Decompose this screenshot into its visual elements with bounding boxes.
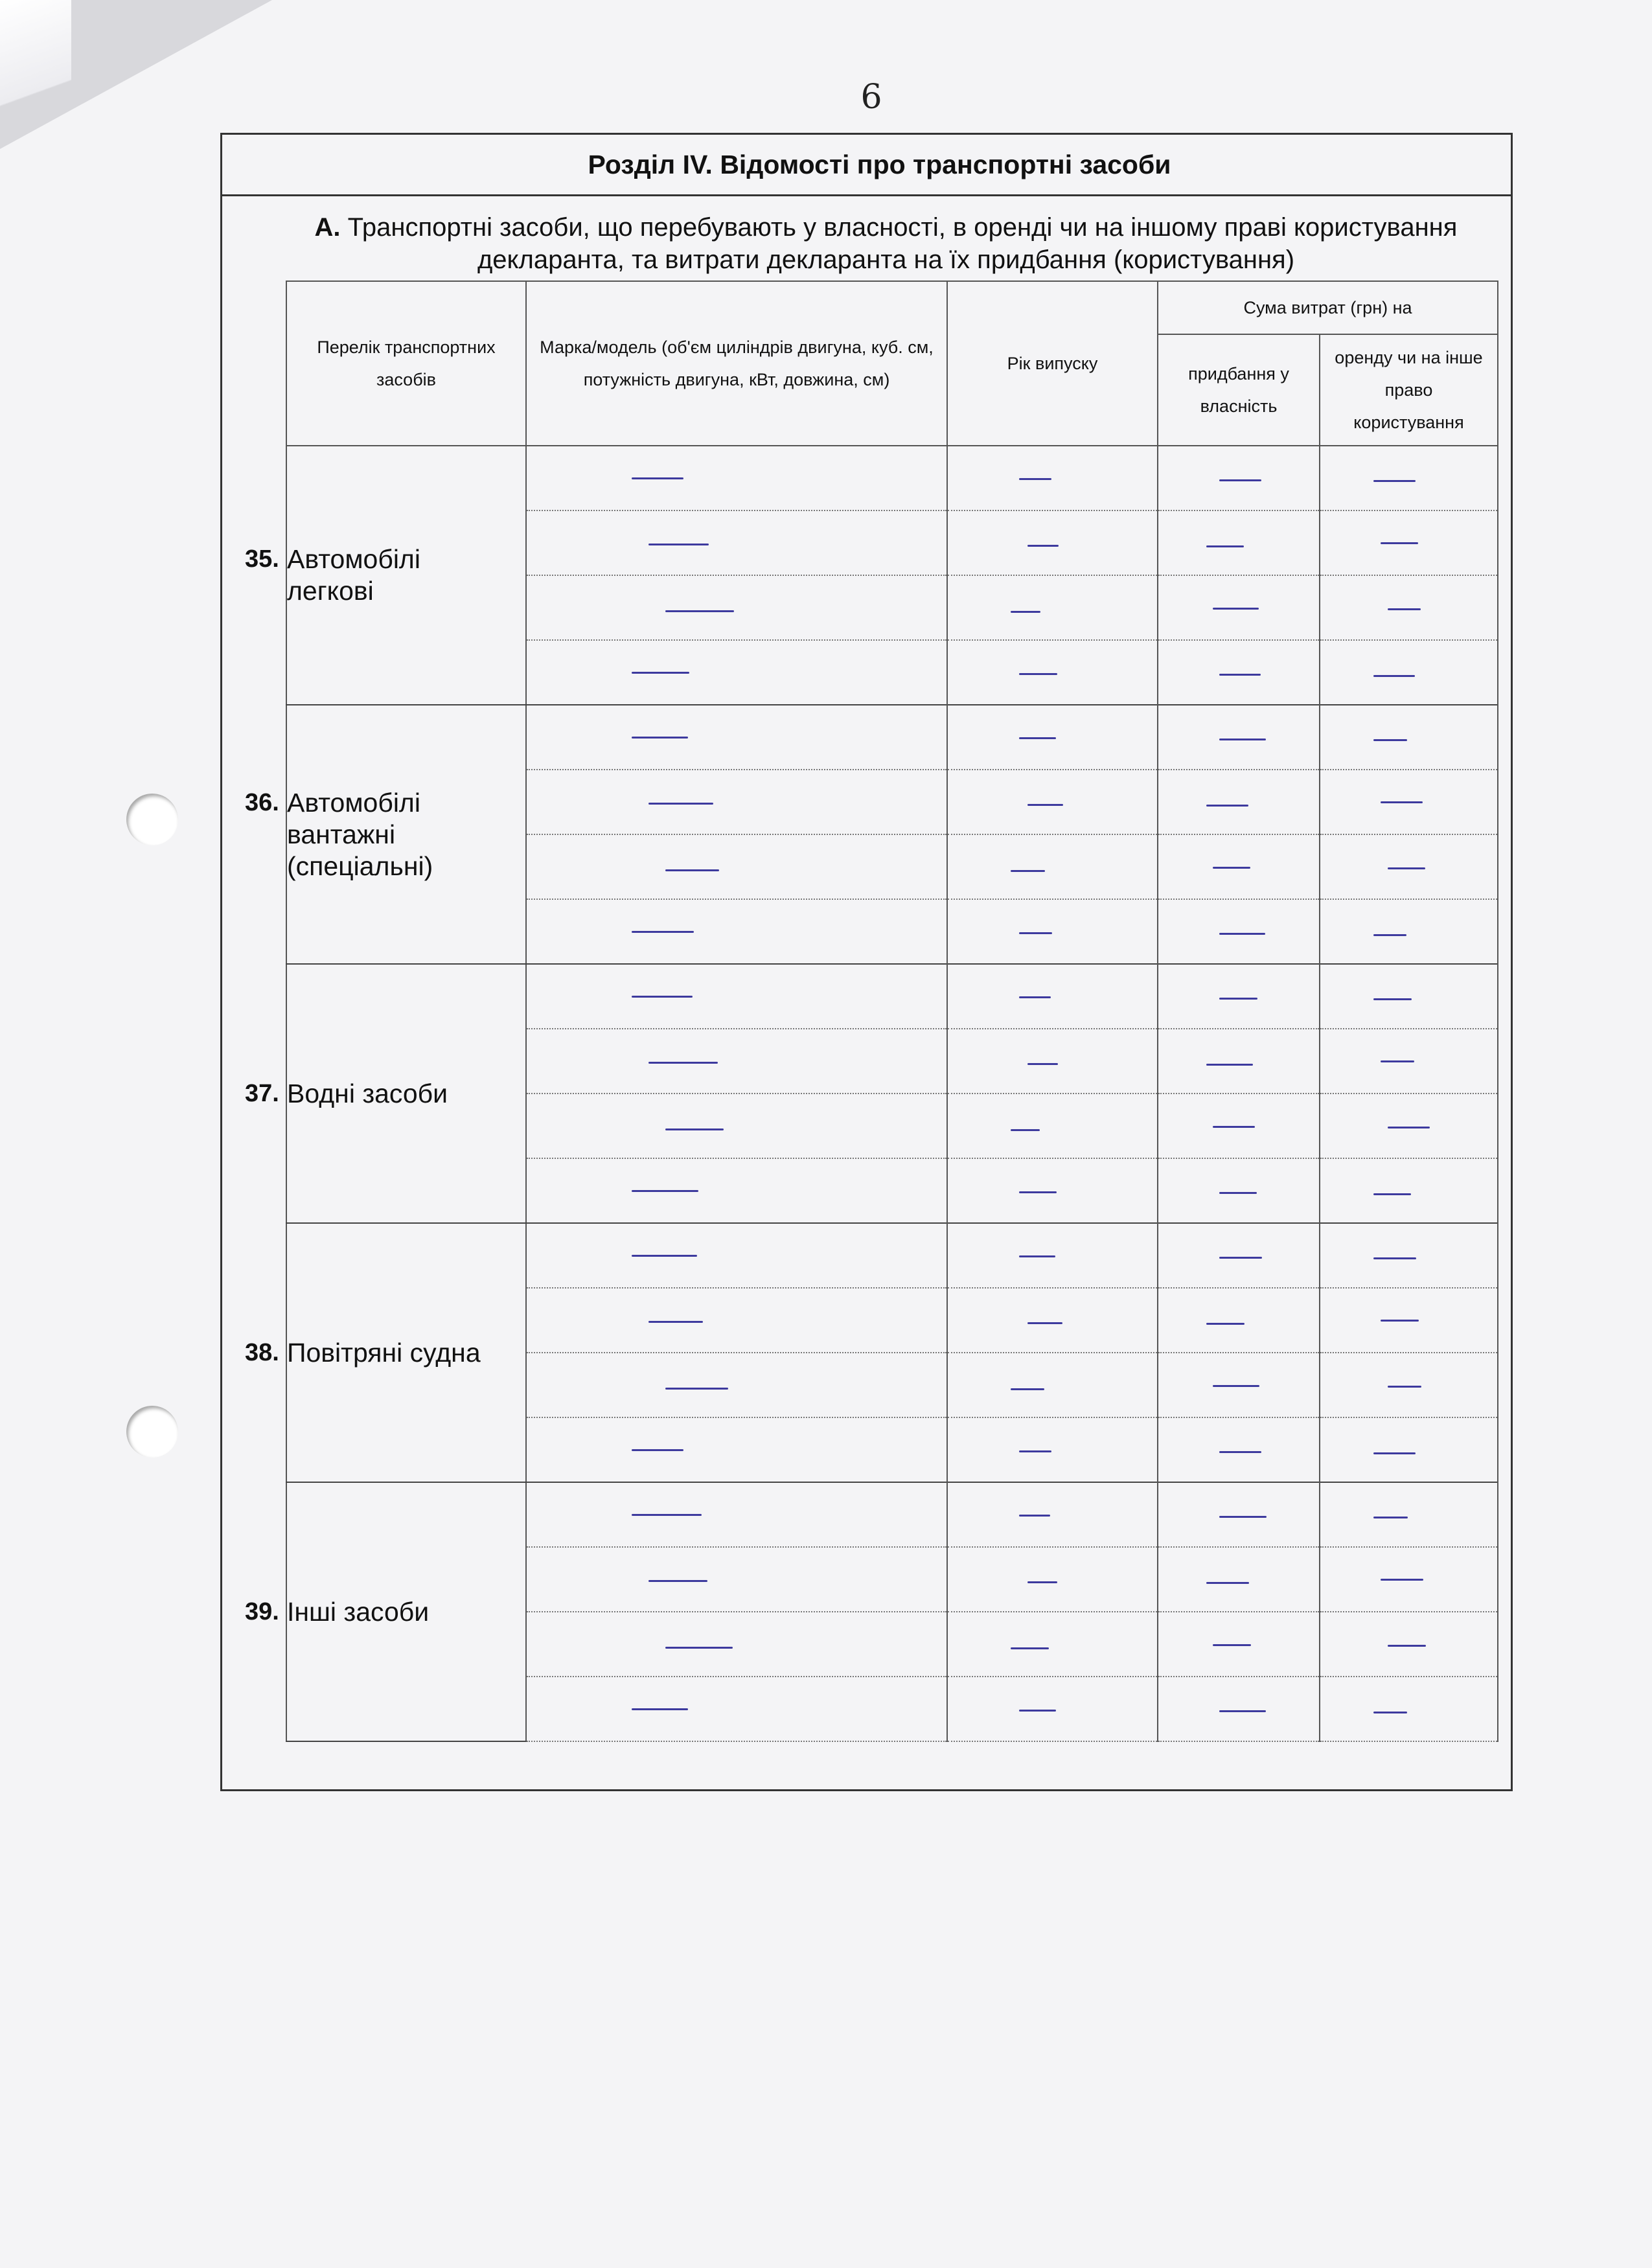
blank-entry-cell: [526, 1223, 947, 1288]
dash-mark: [632, 1514, 702, 1516]
dash-mark: [665, 610, 734, 612]
category-number: 36.: [245, 788, 279, 816]
blank-entry-cell: [947, 1677, 1158, 1741]
dash-mark: [1373, 675, 1415, 677]
blank-entry-cell: [1158, 899, 1320, 964]
dash-mark: [1373, 1452, 1416, 1454]
category-cell: [245, 705, 526, 964]
blank-entry-cell: [526, 446, 947, 510]
dash-mark: [1219, 933, 1265, 935]
blank-entry-cell: [1158, 1677, 1320, 1741]
blank-entry-cell: [947, 1223, 1158, 1288]
subsection-letter: А.: [314, 213, 341, 242]
blank-entry-cell: [1320, 834, 1498, 899]
category-cell: [245, 964, 526, 1223]
blank-entry-cell: [947, 1482, 1158, 1547]
category-number: 38.: [245, 1338, 279, 1366]
blank-entry-cell: [947, 1417, 1158, 1482]
dash-mark: [1219, 1257, 1262, 1259]
dash-mark: [1219, 674, 1261, 676]
blank-entry-cell: [1320, 1158, 1498, 1223]
folded-corner-shade: [0, 0, 71, 149]
dash-mark: [1206, 805, 1248, 807]
blank-entry-cell: [526, 510, 947, 575]
blank-entry-cell: [947, 1547, 1158, 1612]
blank-entry-cell: [1320, 705, 1498, 770]
dash-mark: [1019, 1191, 1057, 1193]
blank-entry-cell: [947, 1353, 1158, 1417]
dash-mark: [1213, 608, 1259, 610]
category-label: Автомобілі легкові: [287, 544, 420, 606]
dash-mark: [1381, 801, 1423, 803]
header-list: Перелік транспортних засобів: [286, 281, 526, 446]
dash-mark: [648, 803, 713, 805]
blank-entry-cell: [526, 640, 947, 705]
dash-mark: [665, 1128, 724, 1130]
blank-entry-cell: [526, 834, 947, 899]
blank-entry-cell: [1158, 1158, 1320, 1223]
header-purchase: придбання у власність: [1158, 334, 1320, 446]
dash-mark: [1373, 739, 1407, 741]
punch-hole: [126, 794, 178, 845]
table-row: [286, 446, 1498, 510]
dash-mark: [632, 737, 688, 739]
dash-mark: [1219, 1516, 1267, 1518]
blank-entry-cell: [1320, 510, 1498, 575]
table-row: [286, 705, 1498, 770]
blank-entry-cell: [1158, 705, 1320, 770]
blank-entry-cell: [526, 1482, 947, 1547]
blank-entry-cell: [947, 1029, 1158, 1094]
dash-mark: [1219, 1192, 1257, 1194]
blank-entry-cell: [1320, 1482, 1498, 1547]
category-number: 37.: [245, 1079, 279, 1107]
blank-entry-cell: [526, 1288, 947, 1353]
blank-entry-cell: [1158, 834, 1320, 899]
dash-mark: [1019, 1710, 1056, 1712]
blank-entry-cell: [1158, 1029, 1320, 1094]
header-year: Рік випуску: [947, 281, 1158, 446]
header-rent: оренду чи на інше право користування: [1320, 334, 1498, 446]
dash-mark: [648, 1580, 707, 1582]
blank-entry-cell: [1158, 1223, 1320, 1288]
dash-mark: [665, 1647, 733, 1649]
category-cell: [245, 446, 526, 705]
blank-entry-cell: [1320, 1612, 1498, 1677]
blank-entry-cell: [1320, 575, 1498, 640]
dash-mark: [1011, 1647, 1049, 1649]
dash-mark: [1373, 1712, 1407, 1713]
dash-mark: [648, 544, 709, 545]
blank-entry-cell: [526, 1612, 947, 1677]
blank-entry-cell: [1320, 899, 1498, 964]
blank-entry-cell: [1158, 1288, 1320, 1353]
dash-mark: [1219, 479, 1261, 481]
header-model: Марка/модель (об'єм циліндрів двигуна, куб. см, потужність двигуна, кВт, довжина, см): [526, 281, 947, 446]
vehicles-table: [245, 281, 1498, 1742]
dash-mark: [1027, 804, 1063, 806]
blank-entry-cell: [947, 1094, 1158, 1158]
category-label: Інші засоби: [287, 1596, 430, 1627]
dash-mark: [1027, 545, 1059, 547]
category-label: Повітряні судна: [287, 1337, 481, 1368]
category-cell: [245, 1223, 526, 1482]
dash-mark: [1219, 1451, 1261, 1453]
blank-entry-cell: [526, 575, 947, 640]
blank-entry-cell: [947, 1288, 1158, 1353]
dash-mark: [1373, 934, 1406, 936]
dash-mark: [1019, 737, 1056, 739]
dash-mark: [1381, 1579, 1423, 1581]
dash-mark: [648, 1321, 703, 1323]
blank-entry-cell: [1320, 446, 1498, 510]
dash-mark: [1011, 1129, 1040, 1131]
dash-mark: [632, 477, 683, 479]
category-number: 39.: [245, 1598, 279, 1625]
dash-mark: [1388, 1386, 1421, 1388]
blank-entry-cell: [947, 899, 1158, 964]
section-title: Розділ IV. Відомості про транспортні засоби: [222, 135, 1511, 196]
dash-mark: [1373, 1257, 1416, 1259]
blank-entry-cell: [1158, 446, 1320, 510]
blank-entry-cell: [1158, 510, 1320, 575]
blank-entry-cell: [947, 575, 1158, 640]
dash-mark: [1388, 1127, 1430, 1128]
blank-entry-cell: [1320, 1288, 1498, 1353]
dash-mark: [1373, 480, 1416, 482]
blank-entry-cell: [526, 770, 947, 834]
blank-entry-cell: [947, 510, 1158, 575]
dash-mark: [1213, 1385, 1259, 1387]
dash-mark: [632, 996, 693, 998]
blank-entry-cell: [1320, 1353, 1498, 1417]
dash-mark: [648, 1062, 718, 1064]
dash-mark: [632, 1255, 697, 1257]
dash-mark: [1019, 478, 1051, 480]
category-label: Водні засоби: [287, 1078, 448, 1108]
dash-mark: [665, 1388, 728, 1390]
dash-mark: [1027, 1322, 1062, 1324]
dash-mark: [1388, 867, 1425, 869]
dash-mark: [1206, 1064, 1253, 1066]
blank-entry-cell: [1320, 1029, 1498, 1094]
blank-entry-cell: [1158, 1612, 1320, 1677]
dash-mark: [1381, 542, 1418, 544]
blank-entry-cell: [526, 899, 947, 964]
dash-mark: [1027, 1581, 1057, 1583]
blank-entry-cell: [1158, 770, 1320, 834]
blank-entry-cell: [1320, 1094, 1498, 1158]
category-label: Автомобілі вантажні (спеціальні): [287, 787, 433, 881]
page-number: 6: [860, 78, 882, 117]
blank-entry-cell: [1320, 1417, 1498, 1482]
blank-entry-cell: [526, 1094, 947, 1158]
blank-entry-cell: [1320, 1547, 1498, 1612]
blank-entry-cell: [1158, 575, 1320, 640]
blank-entry-cell: [526, 1677, 947, 1741]
dash-mark: [1388, 1645, 1426, 1647]
dash-mark: [1019, 673, 1057, 675]
dash-mark: [1388, 608, 1421, 610]
blank-entry-cell: [947, 705, 1158, 770]
blank-entry-cell: [1158, 640, 1320, 705]
dash-mark: [1213, 1126, 1255, 1128]
table-row: [286, 1482, 1498, 1547]
punch-hole: [126, 1406, 178, 1458]
dash-mark: [1206, 1582, 1249, 1584]
dash-mark: [665, 869, 719, 871]
dash-mark: [632, 1449, 683, 1451]
blank-entry-cell: [526, 1417, 947, 1482]
dash-mark: [1213, 867, 1250, 869]
dash-mark: [1011, 611, 1040, 613]
dash-mark: [1213, 1644, 1251, 1646]
dash-mark: [1381, 1060, 1414, 1062]
blank-entry-cell: [1320, 770, 1498, 834]
blank-entry-cell: [1320, 1223, 1498, 1288]
dash-mark: [1206, 545, 1244, 547]
blank-entry-cell: [1158, 1547, 1320, 1612]
blank-entry-cell: [1320, 1677, 1498, 1741]
dash-mark: [1019, 1450, 1051, 1452]
table-row: [286, 1223, 1498, 1288]
blank-entry-cell: [1158, 1482, 1320, 1547]
dash-mark: [632, 1708, 688, 1710]
blank-entry-cell: [947, 770, 1158, 834]
category-cell: [245, 1482, 526, 1741]
blank-entry-cell: [1158, 964, 1320, 1029]
subsection-title: [287, 211, 1485, 276]
dash-mark: [1019, 932, 1052, 934]
blank-entry-cell: [526, 1547, 947, 1612]
blank-entry-cell: [1158, 1353, 1320, 1417]
dash-mark: [632, 1190, 698, 1192]
dash-mark: [632, 672, 689, 674]
table-row: [286, 964, 1498, 1029]
blank-entry-cell: [947, 834, 1158, 899]
dash-mark: [1019, 1255, 1055, 1257]
dash-mark: [1381, 1320, 1419, 1322]
dash-mark: [1373, 998, 1412, 1000]
dash-mark: [1027, 1063, 1058, 1065]
blank-entry-cell: [526, 705, 947, 770]
subsection-text: Транспортні засоби, що перебувають у власності, в оренді чи на іншому праві користування декларанта, та витрати декларанта на їх придбання (користування): [347, 213, 1458, 274]
blank-entry-cell: [526, 1158, 947, 1223]
header-expenses: Сума витрат (грн) на: [1158, 281, 1498, 334]
dash-mark: [1219, 998, 1257, 1000]
blank-entry-cell: [526, 1353, 947, 1417]
blank-entry-cell: [1158, 1417, 1320, 1482]
dash-mark: [1019, 1515, 1050, 1517]
blank-entry-cell: [947, 1612, 1158, 1677]
blank-entry-cell: [1320, 640, 1498, 705]
category-number: 35.: [245, 545, 279, 573]
blank-entry-cell: [1158, 1094, 1320, 1158]
dash-mark: [1206, 1323, 1245, 1325]
dash-mark: [1219, 1710, 1266, 1712]
dash-mark: [1373, 1193, 1411, 1195]
dash-mark: [1373, 1517, 1408, 1518]
blank-entry-cell: [947, 640, 1158, 705]
blank-entry-cell: [947, 1158, 1158, 1223]
blank-entry-cell: [947, 446, 1158, 510]
blank-entry-cell: [526, 964, 947, 1029]
blank-entry-cell: [526, 1029, 947, 1094]
dash-mark: [1011, 870, 1045, 872]
dash-mark: [1219, 739, 1266, 740]
form-frame: [220, 133, 1513, 1791]
dash-mark: [1011, 1388, 1044, 1390]
dash-mark: [632, 931, 694, 933]
blank-entry-cell: [1320, 964, 1498, 1029]
blank-entry-cell: [947, 964, 1158, 1029]
dash-mark: [1019, 996, 1051, 998]
